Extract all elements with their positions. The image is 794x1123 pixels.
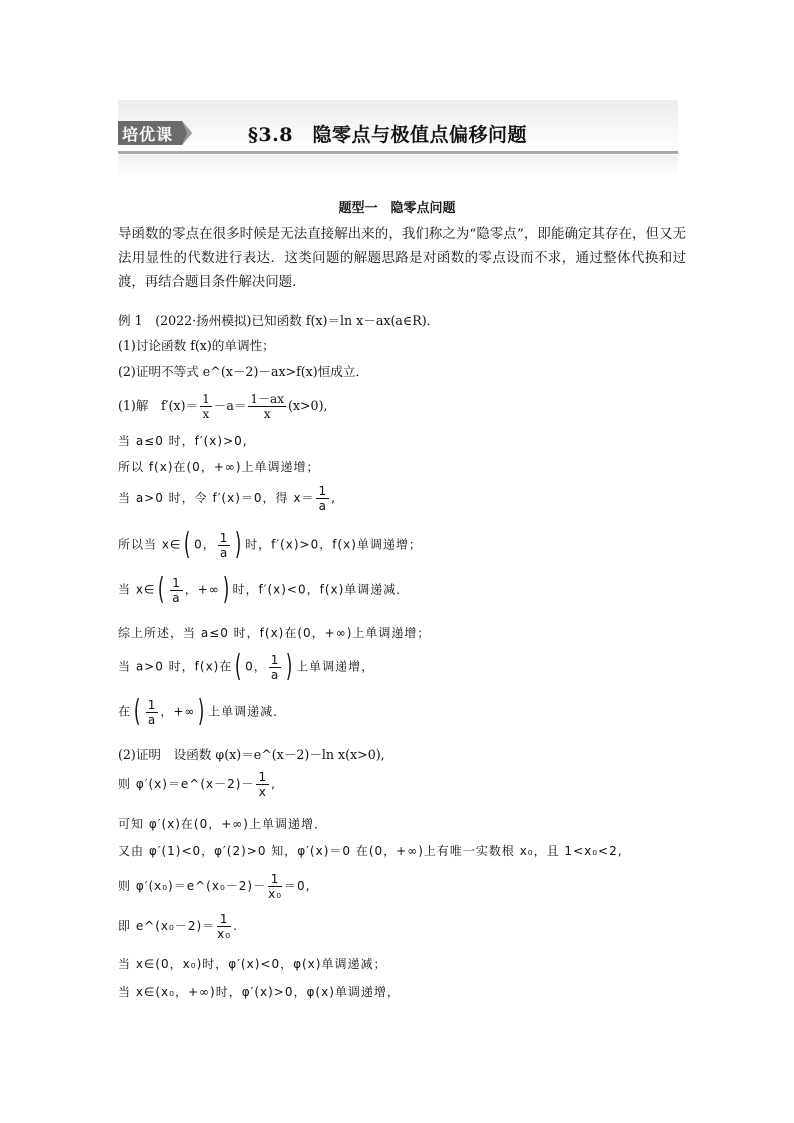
text: 则 φ′(x₀)＝e^(x₀－2)－	[118, 879, 267, 893]
left-paren: (	[184, 527, 192, 562]
numerator: 1	[172, 575, 181, 590]
proof-line-1: (2)证明 设函数 φ(x)＝e^(x－2)－ln x(x>0),	[118, 747, 385, 762]
course-tag-label: 培优课	[122, 125, 174, 144]
text: 时，f′(x)<0，f(x)单调递减．	[232, 582, 410, 597]
solution-line-3: 所以 f(x)在(0，+∞)上单调递增；	[118, 460, 320, 474]
numerator: 1	[219, 530, 229, 545]
left-paren: (	[158, 572, 166, 607]
proof-line-6	[118, 912, 238, 941]
text: ＝0,	[284, 879, 311, 893]
text: －a＝	[213, 398, 247, 413]
section-title: §3.8 隐零点与极值点偏移问题	[248, 124, 527, 146]
text: 时，f′(x)>0，f(x)单调递增；	[245, 537, 422, 552]
question-1: (1)讨论函数 f(x)的单调性；	[118, 338, 275, 353]
left-paren: (	[235, 649, 243, 684]
denominator: x	[202, 407, 210, 421]
left-paren: (	[133, 694, 141, 729]
numerator: 1	[147, 697, 157, 712]
denominator: a	[219, 545, 229, 560]
text: 即 e^(x₀－2)＝	[118, 919, 216, 933]
header-shadow	[118, 155, 678, 177]
text: (1)解 f′(x)＝	[118, 398, 199, 413]
right-paren: )	[235, 527, 243, 562]
solution-line-7: 综上所述，当 a≤0 时，f(x)在(0，+∞)上单调递增；	[118, 626, 431, 640]
text: 0，	[194, 537, 216, 552]
proof-line-4: 又由 φ′(1)<0，φ′(2)>0 知，φ′(x)＝0 在(0，+∞)上有唯一实数根 x₀，且 1<x₀<2,	[118, 844, 623, 858]
proof-line-5	[118, 872, 310, 901]
question-2: (2)证明不等式 e^(x－2)－ax>f(x)恒成立．	[118, 364, 369, 379]
header-rule	[118, 151, 678, 154]
fraction	[268, 872, 282, 901]
numerator: 1	[270, 652, 280, 667]
fraction	[217, 912, 231, 941]
solution-line-1	[118, 392, 327, 421]
right-paren: )	[222, 572, 230, 607]
text: 当 a>0 时，令 f′(x)＝0，得 x＝	[118, 491, 315, 505]
text: 上单调递增，	[296, 659, 375, 674]
numerator: 1	[217, 912, 231, 927]
denominator: x	[258, 785, 267, 799]
denominator: x₀	[268, 887, 283, 901]
course-tag	[118, 121, 192, 145]
proof-line-2	[118, 770, 276, 799]
text: ,	[271, 777, 276, 791]
denominator: a	[172, 590, 181, 605]
fraction	[218, 531, 231, 560]
right-paren: )	[198, 694, 206, 729]
denominator: a	[147, 712, 157, 727]
fraction	[316, 484, 329, 513]
numerator: 1－ax	[250, 392, 284, 406]
text: ，+∞	[160, 704, 196, 719]
fraction	[146, 698, 159, 727]
example-title: 例 1 (2022·扬州模拟)已知函数 f(x)＝ln x－ax(a∈R)．	[118, 313, 440, 328]
denominator: x₀	[217, 927, 232, 941]
solution-line-9	[118, 694, 287, 729]
denominator: a	[318, 499, 327, 513]
text: 当 a>0 时，f(x)在	[118, 659, 233, 674]
solution-line-8	[118, 649, 375, 684]
proof-line-3: 可知 φ′(x)在(0，+∞)上单调递增．	[118, 817, 327, 831]
solution-line-5	[118, 527, 422, 562]
numerator: 1	[258, 770, 268, 784]
fraction	[248, 392, 286, 421]
type-heading: 题型一 隐零点问题	[338, 201, 456, 216]
solution-line-2: 当 a≤0 时，f′(x)>0,	[118, 434, 248, 448]
text: 所以当 x∈	[118, 537, 182, 552]
numerator: 1	[202, 392, 210, 406]
text: ，+∞	[184, 582, 220, 597]
text: 0，	[245, 659, 267, 674]
text: (x>0),	[287, 398, 328, 413]
denominator: x	[263, 407, 271, 421]
fraction	[200, 392, 212, 421]
text: 当 x∈	[118, 582, 156, 597]
text: 在	[118, 704, 132, 719]
numerator: 1	[268, 872, 282, 887]
fraction	[269, 653, 282, 682]
text: 上单调递减．	[208, 704, 287, 719]
fraction	[256, 770, 269, 799]
proof-line-8: 当 x∈(x₀，+∞)时，φ′(x)>0，φ(x)单调递增，	[118, 985, 400, 999]
denominator: a	[270, 667, 280, 682]
numerator: 1	[318, 484, 328, 498]
solution-line-6	[118, 572, 410, 607]
intro-paragraph: 导函数的零点在很多时候是无法直接解出来的，我们称之为“隐零点”，即能确定其存在，但又无法用显性的代数进行表达．这类问题的解题思路是对函数的零点设而不求，通过整体代换和过渡，再结合题目条件解决问题．	[118, 227, 686, 290]
text: .	[233, 919, 238, 933]
right-paren: )	[286, 649, 294, 684]
text: 则 φ′(x)＝e^(x－2)－	[118, 777, 255, 791]
fraction	[170, 576, 183, 605]
proof-line-7: 当 x∈(0，x₀)时，φ′(x)<0，φ(x)单调递减；	[118, 957, 387, 971]
solution-line-4	[118, 484, 336, 513]
text: ,	[331, 491, 336, 505]
